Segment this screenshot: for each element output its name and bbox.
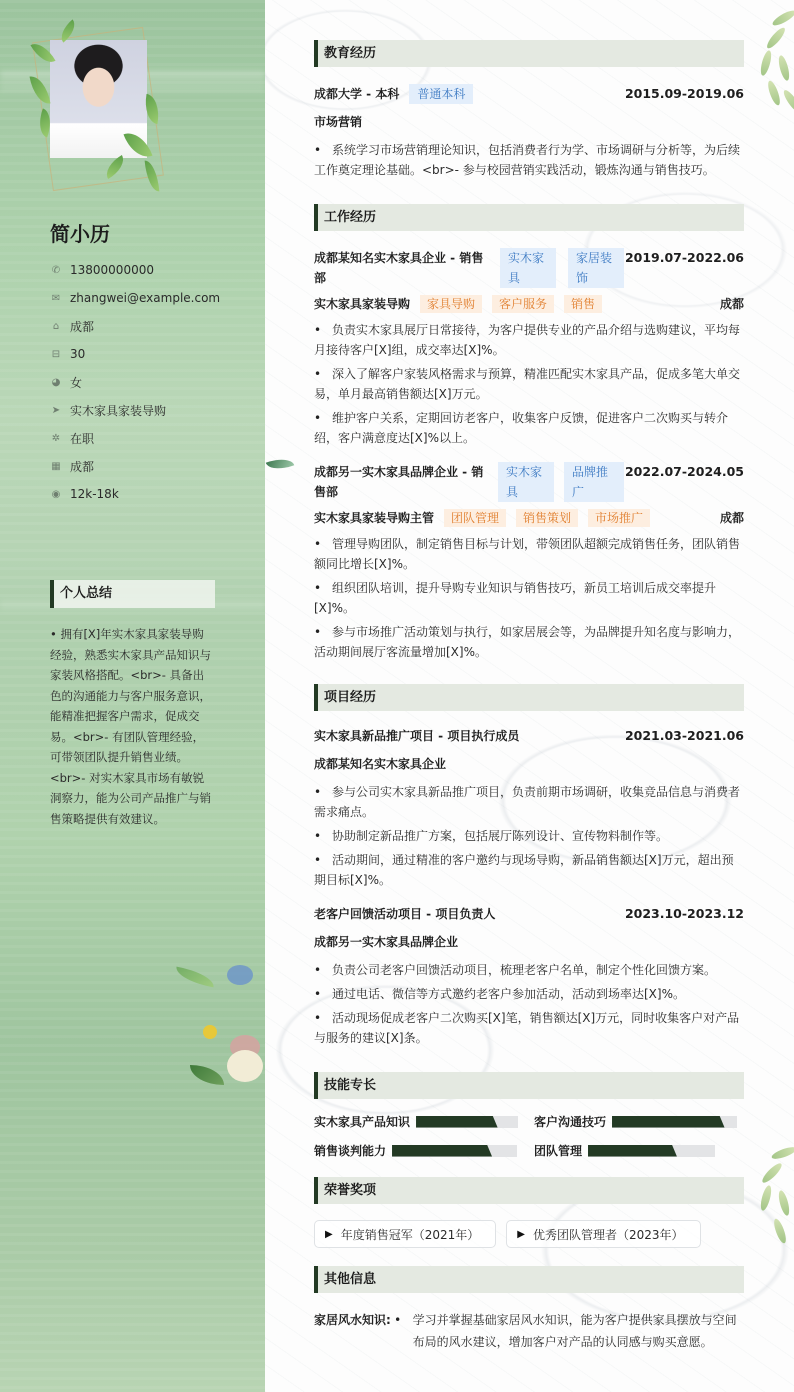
education-entry-header [314,84,744,104]
bullet-item: • 参与市场推广活动策划与执行，如家居展会等，为品牌提升知名度与影响力，活动期间展厅客流量增加[X]%。 [314,622,744,662]
skill-name: 客户沟通技巧 [534,1115,607,1129]
contact-salary [50,480,255,508]
yellow-flower [203,1025,217,1039]
project-entry [314,904,744,1048]
company-name: 成都另一实木家具品牌企业 - 销售部 [314,465,484,499]
award-label: 年度销售冠军（2021年） [340,1227,480,1242]
skill-bar-fill [588,1145,677,1157]
major: 市场营销 [314,115,363,129]
section-title: 荣誉奖项 [314,1177,744,1204]
skill-tag: 团队管理 [444,509,506,527]
bullet-item: • 参与公司实木家具新品推广项目，负责前期市场调研，收集竞品信息与消费者需求痛点。 [314,782,744,822]
bullet-item: • 系统学习市场营销理论知识，包括消费者行为学、市场调研与分析等，为后续工作奠定理论基础。<br>- 参与校园营销实践活动，锻炼沟通与销售技巧。 [314,140,744,180]
leaf-decoration [174,967,216,988]
project-org: 成都另一实木家具品牌企业 [314,935,459,949]
skill-bar-track [612,1116,737,1128]
contact-phone [50,256,255,284]
contact-value: 13800000000 [70,263,154,277]
bullet-item: • 通过电话、微信等方式邀约老客户参加活动，活动到场率达[X]%。 [314,984,744,1004]
vine-leaf [766,79,782,106]
award-list [314,1220,744,1248]
summary-text: • 拥有[X]年实木家具家装导购经验，熟悉实木家具产品知识与家装风格搭配。<br>- 具备出色的沟通能力与客户服务意识，能精准把握客户需求，促成交易。<br>- 有团队管理经验，可带领团队提升销售业绩。<br>- 对实木家具市场有敏锐洞察力，能为公司产品推广与销售策略提供有效建议。 [50,627,211,826]
contact-address [50,312,255,340]
leaf-decoration [266,454,295,474]
section-title: 项目经历 [314,684,744,711]
awards-section [314,1177,744,1248]
project-bullets [314,960,744,1048]
industry-tag: 品牌推广 [564,462,624,502]
skill-tag: 家具导购 [420,295,482,313]
vine-leaf [772,1217,788,1244]
skill-tag: 销售 [564,295,602,313]
section-title: 其他信息 [314,1266,744,1293]
leaf-decoration [190,1065,224,1085]
contact-value: 成都 [70,459,95,474]
contact-status [50,424,255,452]
resume-body [314,40,744,1353]
contact-gender [50,368,255,396]
skills-section [314,1072,744,1159]
vine-leaf [781,88,794,114]
sidebar [0,0,265,1392]
school-name: 成都大学 - 本科 [314,87,400,101]
skill-item [534,1142,744,1159]
skill-name: 实木家具产品知识 [314,1115,411,1129]
vine-leaf [759,49,773,76]
blue-flower [227,965,253,985]
skill-name: 销售谈判能力 [314,1144,387,1158]
skill-item [534,1113,744,1130]
skill-item [314,1142,534,1159]
candidate-name: 简小历 [50,222,110,246]
vine-decoration [750,0,794,130]
skill-tag: 客户服务 [492,295,554,313]
vine-leaf [770,1145,794,1161]
phone-icon: ✆ [51,264,61,276]
other-info-text: 学习并掌握基础家居风水知识，能为客户提供家具摆放与空间布局的风水建议，增加客户对产品的认同感与购买意愿。 [412,1313,737,1349]
contact-list [50,256,255,508]
contact-value: zhangwei@example.com [70,291,221,305]
skill-bar-track [588,1145,715,1157]
profile-photo-decoration [28,20,173,200]
education-date: 2015.09-2019.06 [624,86,744,101]
project-date: 2023.10-2023.12 [624,906,744,921]
skill-tag: 销售策划 [516,509,578,527]
work-entry-header [314,462,744,502]
work-entry [314,462,744,662]
project-entry [314,726,744,890]
other-section [314,1266,744,1353]
work-bullets [314,534,744,662]
work-role-row [314,294,744,314]
skill-item [314,1113,534,1130]
skill-bar-fill [416,1116,498,1128]
gender-icon: ◕ [51,376,61,388]
vine-leaf [760,1161,784,1185]
work-bullets [314,320,744,448]
bullet-item: • 深入了解客户家装风格需求与预算，精准匹配实木家具产品，促成多笔大单交易，单月最高销售额达[X]万元。 [314,364,744,404]
white-flower [227,1050,263,1082]
project-name: 老客户回馈活动项目 - 项目负责人 [314,907,496,921]
caret-right-icon: ▶ [517,1228,525,1240]
section-title: 技能专长 [314,1072,744,1099]
work-date: 2019.07-2022.06 [624,250,744,265]
home-icon: ⌂ [52,320,60,332]
job-title: 实木家具家装导购主管 [314,511,435,525]
skill-tag: 市场推广 [588,509,650,527]
contact-age [50,340,255,368]
vine-leaf [771,8,794,28]
contact-value: 实木家具家装导购 [70,403,167,418]
contact-value: 在职 [70,431,95,446]
salary-icon: ◉ [51,488,61,500]
vine-leaf [777,1189,791,1216]
bullet-item: • 负责公司老客户回馈活动项目，梳理老客户名单，制定个性化回馈方案。 [314,960,744,980]
section-title: 工作经历 [314,204,744,231]
vine-leaf [777,54,791,81]
company-name: 成都某知名实木家具企业 - 销售部 [314,251,484,285]
mail-icon: ✉ [51,292,61,304]
skill-bar-track [392,1145,517,1157]
contact-target-role [50,396,255,424]
degree-tag: 普通本科 [409,84,473,104]
job-title: 实木家具家装导购 [314,297,411,311]
bullet-item: • 维护客户关系，定期回访老客户，收集客户反馈，促进客户二次购买与转介绍，客户满意度达[X]%以上。 [314,408,744,448]
work-entry-header [314,248,744,288]
building-icon: ▦ [51,460,61,472]
industry-tag: 家居装饰 [568,248,624,288]
work-role-row [314,508,744,528]
caret-right-icon: ▶ [325,1228,333,1240]
contact-value: 成都 [70,319,95,334]
contact-value: 30 [70,347,86,361]
award-label: 优秀团队管理者（2023年） [532,1227,684,1242]
project-org: 成都某知名实木家具企业 [314,757,447,771]
skill-bar-fill [612,1116,725,1128]
send-icon: ➤ [51,404,61,416]
vine-leaf [759,1184,773,1211]
award-item[interactable] [506,1220,700,1248]
age-icon: ⊟ [51,348,61,360]
bullet-item: • 组织团队培训，提升导购专业知识与销售技巧，新员工培训后成交率提升[X]%。 [314,578,744,618]
contact-target-city [50,452,255,480]
project-name: 实木家具新品推广项目 - 项目执行成员 [314,729,520,743]
education-section [314,40,744,180]
bullet-item: • 活动期间，通过精准的客户邀约与现场导购，新品销售额达[X]万元，超出预期目标[X]%。 [314,850,744,890]
education-bullets [314,140,744,180]
other-info-row [314,1309,744,1353]
bullet-icon: • [394,1313,402,1327]
bullet-item: • 管理导购团队，制定销售目标与计划，带领团队超额完成销售任务，团队销售额同比增长[X]%。 [314,534,744,574]
project-header [314,726,744,746]
project-header [314,904,744,924]
project-bullets [314,782,744,890]
contact-value: 12k-18k [70,487,119,501]
project-date: 2021.03-2021.06 [624,728,744,743]
industry-tag: 实木家具 [498,462,554,502]
vine-decoration [750,1140,794,1270]
section-title: 教育经历 [314,40,744,67]
award-item[interactable] [314,1220,496,1248]
projects-section [314,684,744,1048]
bullet-item: • 协助制定新品推广方案，包括展厅陈列设计、宣传物料制作等。 [314,826,744,846]
skill-bar-fill [392,1145,492,1157]
industry-tag: 实木家具 [500,248,556,288]
summary-title: 个人总结 [50,580,215,608]
contact-email [50,284,255,312]
status-icon: ✲ [51,432,61,444]
work-entry [314,248,744,448]
skill-name: 团队管理 [534,1144,583,1158]
work-section [314,204,744,662]
work-city: 成都 [719,297,744,311]
vine-leaf [765,25,788,50]
skill-bar-track [416,1116,518,1128]
bullet-item: • 负责实木家具展厅日常接待，为客户提供专业的产品介绍与选购建议，平均每月接待客户[X]组，成交率达[X]%。 [314,320,744,360]
flower-decoration [175,930,265,1090]
main-content [265,0,794,1392]
work-city: 成都 [719,511,744,525]
work-date: 2022.07-2024.05 [624,464,744,479]
other-info-label: 家居风水知识: [314,1313,391,1327]
contact-value: 女 [70,375,83,390]
skill-list [314,1113,744,1159]
bullet-item: • 活动现场促成老客户二次购买[X]笔，销售额达[X]万元，同时收集客户对产品与服务的建议[X]条。 [314,1008,744,1048]
